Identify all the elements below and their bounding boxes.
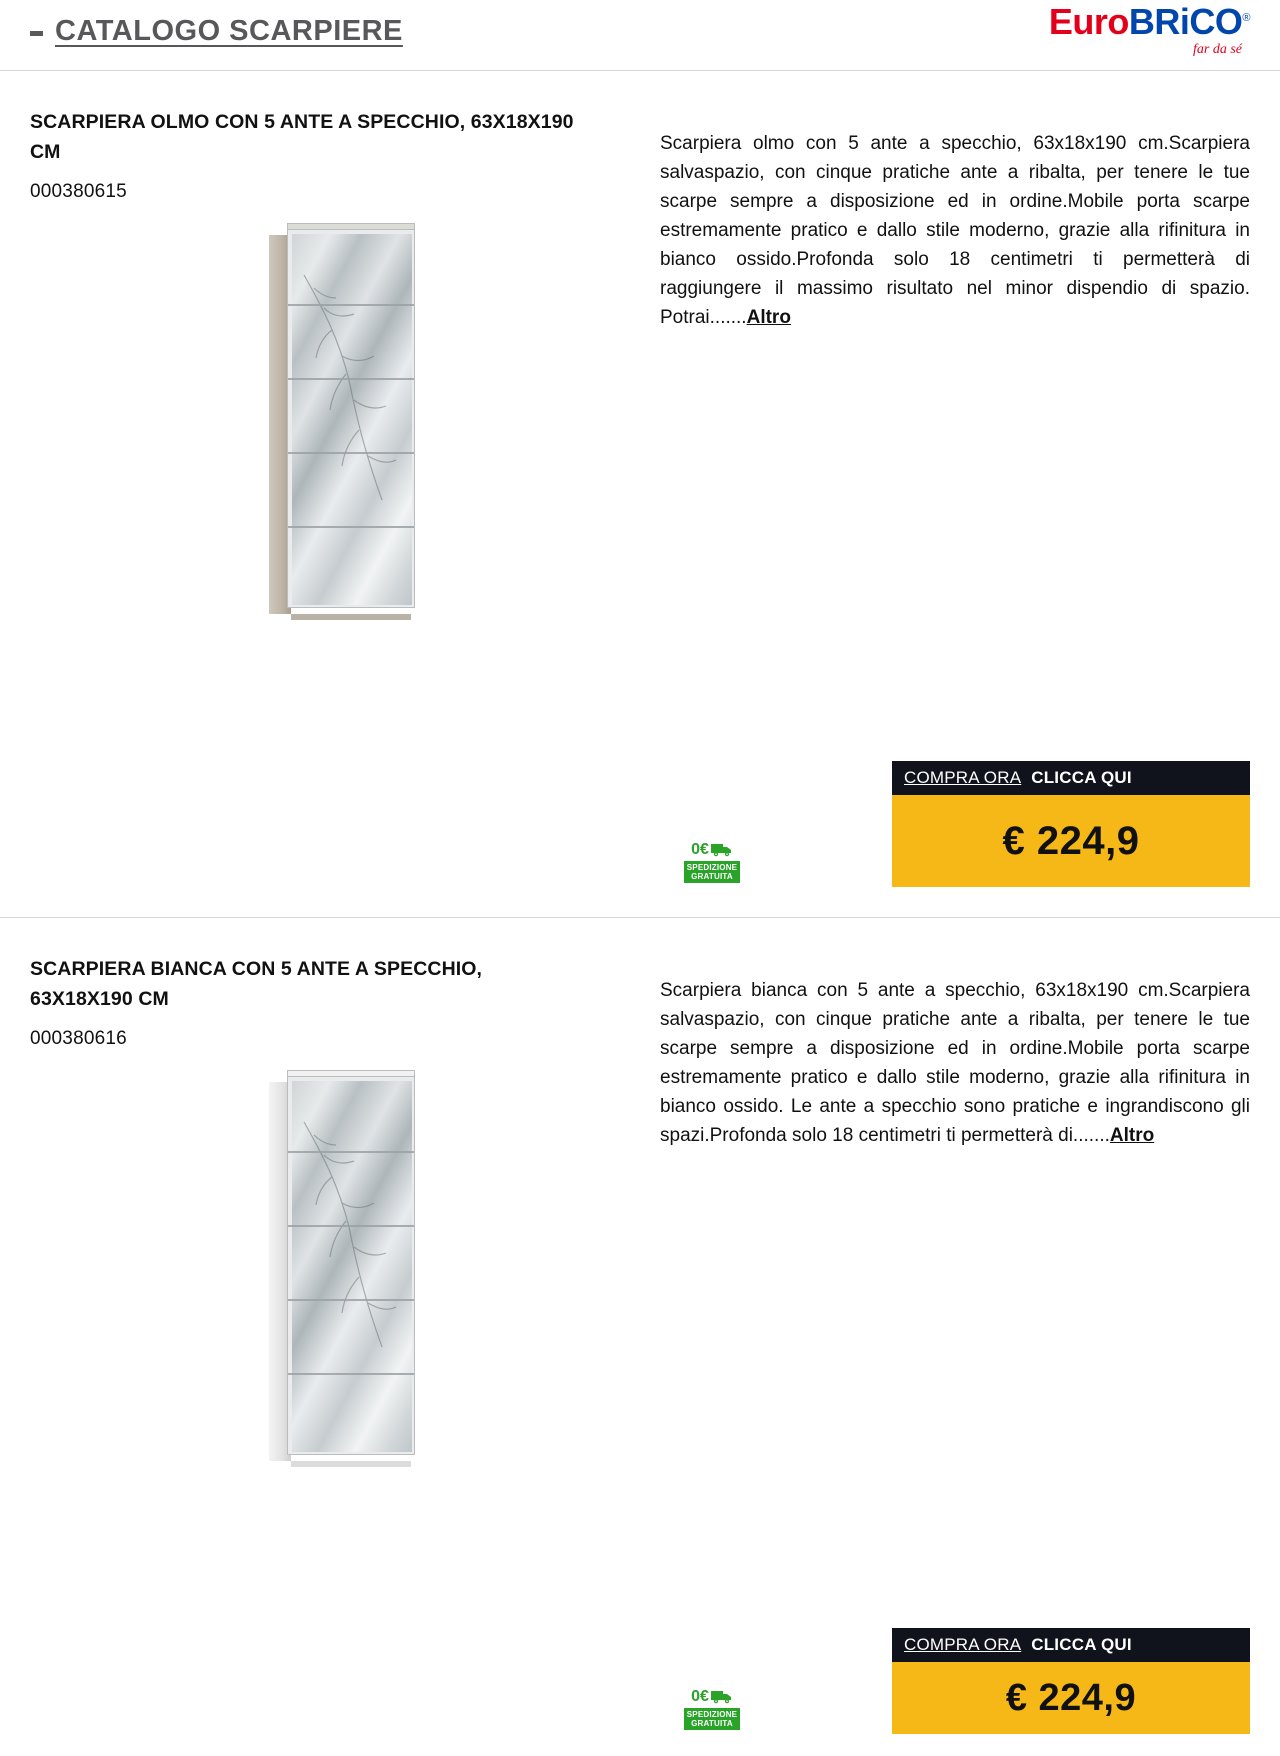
- product-description-text: Scarpiera olmo con 5 ante a specchio, 63x18x190 cm.Scarpiera salvaspazio, con cinque pratiche ante a ribalta, per tenere le tue scarpe sempre a disposizione ed in ordine.Mobile porta scarpe estremamente pratico e dallo stile moderno, grazie alla rifinitura in bianco ossido.Profonda solo 18 centimetri ti permetterà di raggiungere il massimo risultato nel minor dispendio di spazio. Potrai.......: [660, 133, 1250, 329]
- shipping-label-line2: GRATUITA: [691, 1718, 733, 1728]
- branch-reflection-icon: [294, 270, 404, 520]
- product-right-column: [660, 107, 1250, 614]
- truck-icon: [684, 842, 740, 858]
- product-left-column: [30, 107, 660, 614]
- buy-now-label[interactable]: COMPRA ORA: [904, 768, 1022, 787]
- shipping-amount: 0€: [691, 840, 709, 858]
- header-title-group: [30, 15, 403, 48]
- cabinet-shelf-line: [288, 1225, 415, 1227]
- logo-tagline: far da sé: [1193, 42, 1242, 57]
- cabinet-shelf-line: [288, 1299, 415, 1301]
- product-code: 000380615: [30, 181, 127, 203]
- free-shipping-badge: [684, 1689, 740, 1730]
- cabinet-front: [287, 1076, 415, 1455]
- cabinet-foot: [291, 614, 411, 620]
- shipping-label: [684, 861, 740, 883]
- truck-icon: [684, 1689, 740, 1705]
- cabinet-front: [287, 229, 415, 608]
- click-here-label[interactable]: CLICCA QUI: [1031, 1635, 1132, 1654]
- read-more-link[interactable]: Altro: [1109, 1125, 1155, 1147]
- cabinet-shelf-line: [288, 452, 415, 454]
- buy-now-bar[interactable]: [892, 1628, 1250, 1662]
- bullet-icon: [30, 31, 43, 36]
- product-card: [0, 926, 1280, 1756]
- product-description: [660, 129, 1250, 332]
- shipping-label-line1: SPEDIZIONE: [686, 862, 738, 872]
- logo-registered-mark: ®: [1242, 12, 1250, 24]
- page-header: [0, 0, 1280, 62]
- delivery-truck-icon: [711, 1689, 733, 1704]
- product-description-text: Scarpiera bianca con 5 ante a specchio, 63x18x190 cm.Scarpiera salvaspazio, con cinque pratiche ante a ribalta, per tenere le tue scarpe sempre a disposizione ed in ordine.Mobile porta scarpe estremamente pratico e dallo stile moderno, grazie alla rifinitura in bianco ossido. Le ante a specchio sono pratiche e ingrandiscono gli spazi.Profonda solo 18 centimetri ti permetterà di.......: [660, 980, 1250, 1147]
- shipping-label: [684, 1708, 740, 1730]
- delivery-truck-icon: [711, 842, 733, 857]
- product-footer: [30, 761, 1250, 887]
- click-here-label[interactable]: CLICCA QUI: [1031, 768, 1132, 787]
- product-title: SCARPIERA BIANCA CON 5 ANTE A SPECCHIO, 63X18X190 CM: [30, 958, 483, 1011]
- cabinet-shelf-line: [288, 1373, 415, 1375]
- buy-now-bar[interactable]: [892, 761, 1250, 795]
- price-value: € 224,9: [892, 1662, 1250, 1734]
- logo-euro-text: Euro: [1048, 1, 1129, 42]
- shoe-cabinet-illustration: [269, 229, 421, 614]
- free-shipping-badge: [684, 842, 740, 883]
- page-title: CATALOGO SCARPIERE: [55, 14, 403, 47]
- product-description: [660, 976, 1250, 1150]
- product-footer: [30, 1628, 1250, 1734]
- read-more-link[interactable]: Altro: [746, 307, 791, 329]
- product-image: [30, 1076, 660, 1461]
- branch-reflection-icon: [294, 1117, 404, 1367]
- product-code: 000380616: [30, 1028, 127, 1050]
- cabinet-shelf-line: [288, 1151, 415, 1153]
- shoe-cabinet-illustration: [269, 1076, 421, 1461]
- price-value: € 224,9: [892, 795, 1250, 887]
- shipping-label-line1: SPEDIZIONE: [686, 1709, 738, 1719]
- shipping-label-line2: GRATUITA: [691, 871, 733, 881]
- cabinet-foot: [291, 1461, 411, 1467]
- product-image: [30, 229, 660, 614]
- buy-now-label[interactable]: COMPRA ORA: [904, 1635, 1022, 1654]
- cabinet-shelf-line: [288, 526, 415, 528]
- shipping-amount: 0€: [691, 1687, 709, 1705]
- product-divider: [0, 917, 1280, 918]
- cabinet-shelf-line: [288, 304, 415, 306]
- cabinet-shelf-line: [288, 378, 415, 380]
- product-left-column: [30, 954, 660, 1461]
- price-block: [892, 761, 1250, 887]
- product-title: SCARPIERA OLMO CON 5 ANTE A SPECCHIO, 63X18X190 CM: [30, 111, 574, 164]
- header-divider: [0, 70, 1280, 71]
- logo-brico-text: BRiCO: [1128, 1, 1243, 42]
- product-card: [0, 79, 1280, 909]
- eurobrico-logo: [1000, 1, 1250, 57]
- product-right-column: [660, 954, 1250, 1461]
- price-block: [892, 1628, 1250, 1734]
- logo-wordmark: [1048, 1, 1250, 42]
